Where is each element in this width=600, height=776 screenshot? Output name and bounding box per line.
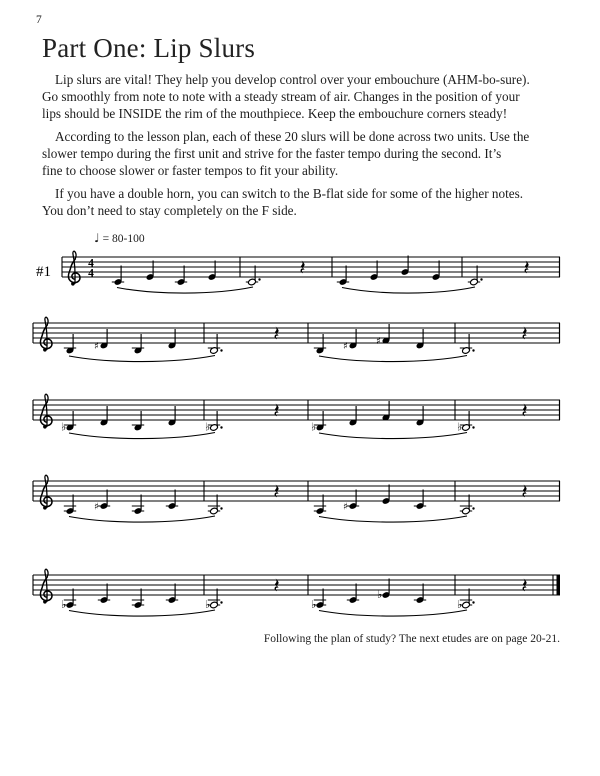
svg-text:♯: ♯ (343, 501, 348, 513)
tempo-marking (94, 231, 145, 245)
paragraph-line: Go smoothly from note to note with a steady stream of air. Changes in the position of your (42, 89, 520, 104)
music-system (0, 247, 600, 317)
quarter-note-icon: ♩ (94, 231, 100, 245)
paragraph-line: According to the lesson plan, each of these 20 slurs will be done across two units. Use the (55, 129, 530, 144)
paragraph-line: You don’t need to stay completely on the F side. (42, 203, 297, 218)
music-system (0, 471, 600, 541)
footer-note: Following the plan of study? The next etudes are on page 20-21. (263, 633, 560, 645)
page-title: Part One: Lip Slurs (42, 33, 256, 63)
svg-text:♯: ♯ (376, 336, 381, 347)
paragraph (42, 185, 572, 219)
svg-text:4: 4 (88, 267, 94, 280)
paragraph (42, 71, 572, 122)
music-system (0, 390, 600, 460)
svg-text:♭: ♭ (61, 420, 67, 434)
svg-text:♭: ♭ (377, 587, 383, 601)
exercise-label: #1 (36, 264, 51, 280)
paragraph-line: lips should be INSIDE the rim of the mouthpiece. Keep the embouchure corners steady! (42, 106, 508, 121)
svg-text:♭: ♭ (205, 597, 211, 611)
paragraph-line: Lip slurs are vital! They help you develop control over your embouchure (AHM-bo-sure). (55, 72, 530, 87)
paragraph (42, 128, 572, 179)
tempo-label: = 80-100 (102, 233, 145, 245)
svg-text:♭: ♭ (61, 597, 67, 611)
page-number: 7 (36, 14, 42, 26)
svg-text:♭: ♭ (205, 420, 211, 434)
svg-text:♭: ♭ (457, 597, 463, 611)
paragraph-line: slower tempo during the first unit and strive for the faster tempo during the second. It’s (42, 146, 502, 161)
body-text (42, 71, 572, 225)
svg-text:♯: ♯ (343, 341, 348, 352)
svg-text:♯: ♯ (94, 501, 99, 513)
paragraph-line: If you have a double horn, you can switch to the B-flat side for some of the higher notes. (55, 186, 524, 201)
paragraph-line: fine to choose slower or faster tempos to fit your ability. (42, 163, 339, 178)
svg-text:♯: ♯ (94, 341, 99, 352)
svg-text:♭: ♭ (311, 420, 317, 434)
music-system (0, 313, 600, 383)
svg-text:4: 4 (88, 257, 94, 270)
svg-text:♭: ♭ (457, 420, 463, 434)
svg-text:♭: ♭ (311, 597, 317, 611)
music-system (0, 565, 600, 635)
